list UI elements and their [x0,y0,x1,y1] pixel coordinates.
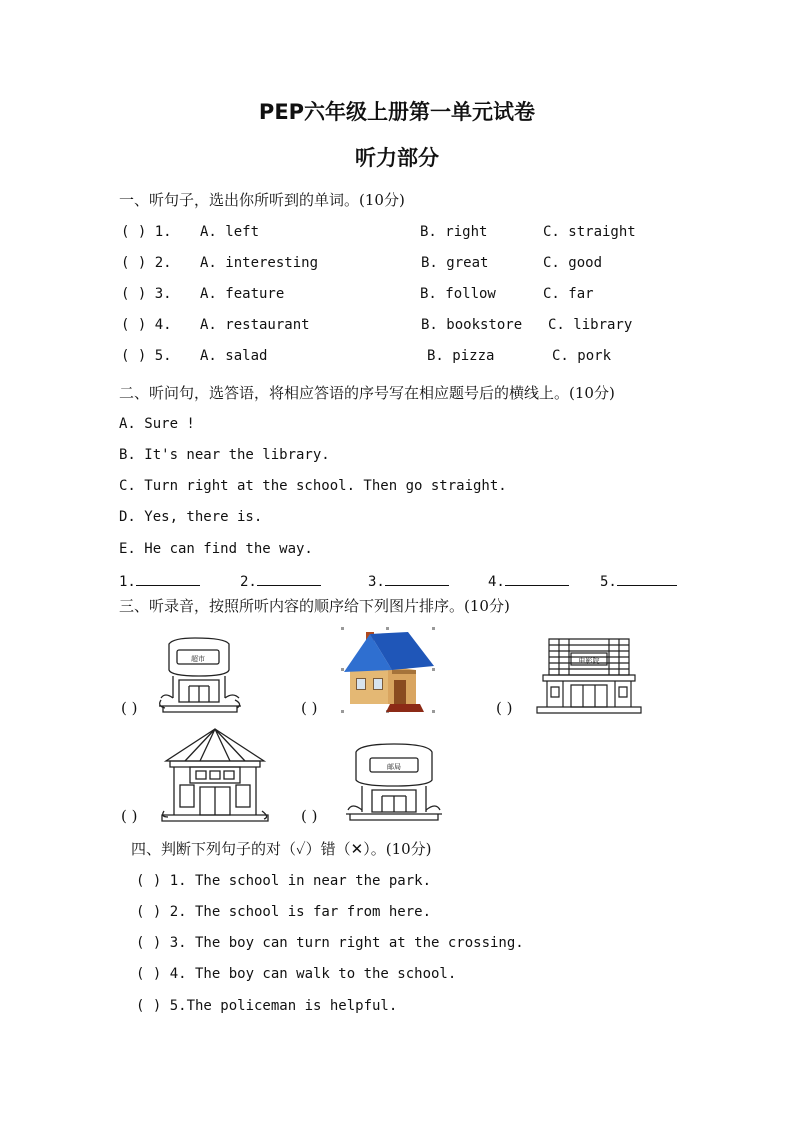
s1-row3-a: A. feature [200,286,285,302]
s3-bracket-1[interactable]: ( ) [121,699,138,717]
page-title: PEP六年级上册第一单元试卷 [258,100,536,124]
s2-option-c: C. Turn right at the school. Then go straight. [119,478,507,494]
supermarket-picture [155,636,245,716]
section4-heading: 四、判断下列句子的对（✓）错（✕）。(10分) [131,840,432,858]
s2-blank-5-label: 5. [600,574,617,590]
s2-option-a: A. Sure ! [119,416,195,432]
s1-row5-c: C. pork [552,348,612,364]
s2-blank-4[interactable] [488,571,569,591]
s1-row1-a: A. left [200,224,260,240]
s2-blank-4-label: 4. [488,574,505,590]
s4-item-3: ( ) 3. The boy can turn right at the crossing. [136,935,524,951]
s3-bracket-4[interactable]: ( ) [121,807,138,825]
s1-row1-num: ( ) 1. [121,224,172,240]
s1-row3-num: ( ) 3. [121,286,172,302]
cinema-picture [535,635,643,717]
s1-row4-c: C. library [548,317,633,333]
section2-heading: 二、听问句，选答语，将相应答语的序号写在相应题号后的横线上。(10分) [119,384,615,402]
s2-blank-2-line[interactable] [257,571,321,586]
s2-blank-1[interactable] [119,571,200,591]
s3-bracket-5[interactable]: ( ) [301,807,318,825]
s2-blank-5[interactable] [600,571,677,591]
supermarket-sign: 超市 [191,655,205,663]
s4-item-1: ( ) 1. The school in near the park. [136,873,432,889]
cinema-sign: 电影院 [578,657,600,665]
s2-option-e: E. He can find the way. [119,541,313,557]
s2-blank-2-label: 2. [240,574,257,590]
s1-row3-b: B. follow [420,286,496,302]
s2-blank-1-label: 1. [119,574,136,590]
post-office-picture [342,742,446,824]
s3-bracket-2[interactable]: ( ) [301,699,318,717]
s1-row2-a: A. interesting [200,255,319,271]
section1-heading: 一、听句子，选出你所听到的单词。(10分) [119,191,405,209]
s1-row4-b: B. bookstore [421,317,523,333]
page-subtitle: 听力部分 [355,146,439,170]
s2-option-b: B. It's near the library. [119,447,330,463]
s1-row2-b: B. great [421,255,489,271]
s4-item-2: ( ) 2. The school is far from here. [136,904,432,920]
s1-row2-c: C. good [543,255,603,271]
post-office-sign: 邮局 [387,763,401,771]
s2-blank-1-line[interactable] [136,571,200,586]
s2-blank-3-label: 3. [368,574,385,590]
s1-row1-b: B. right [420,224,488,240]
section3-heading: 三、听录音，按照所听内容的顺序给下列图片排序。(10分) [119,597,510,615]
s1-row3-c: C. far [543,286,594,302]
s1-row4-num: ( ) 4. [121,317,172,333]
s4-item-5: ( ) 5.The policeman is helpful. [136,998,398,1014]
s2-blank-5-line[interactable] [617,571,677,586]
s1-row5-b: B. pizza [427,348,495,364]
s2-blank-3-line[interactable] [385,571,449,586]
s2-blank-3[interactable] [368,571,449,591]
s2-blank-2[interactable] [240,571,321,591]
bookstore-picture [160,727,270,825]
s1-row5-num: ( ) 5. [121,348,172,364]
s1-row2-num: ( ) 2. [121,255,172,271]
house-picture [340,626,436,714]
s2-blank-4-line[interactable] [505,571,569,586]
s1-row4-a: A. restaurant [200,317,310,333]
s2-option-d: D. Yes, there is. [119,509,263,525]
s1-row5-a: A. salad [200,348,268,364]
s4-item-4: ( ) 4. The boy can walk to the school. [136,966,457,982]
s3-bracket-3[interactable]: ( ) [496,699,513,717]
s1-row1-c: C. straight [543,224,636,240]
